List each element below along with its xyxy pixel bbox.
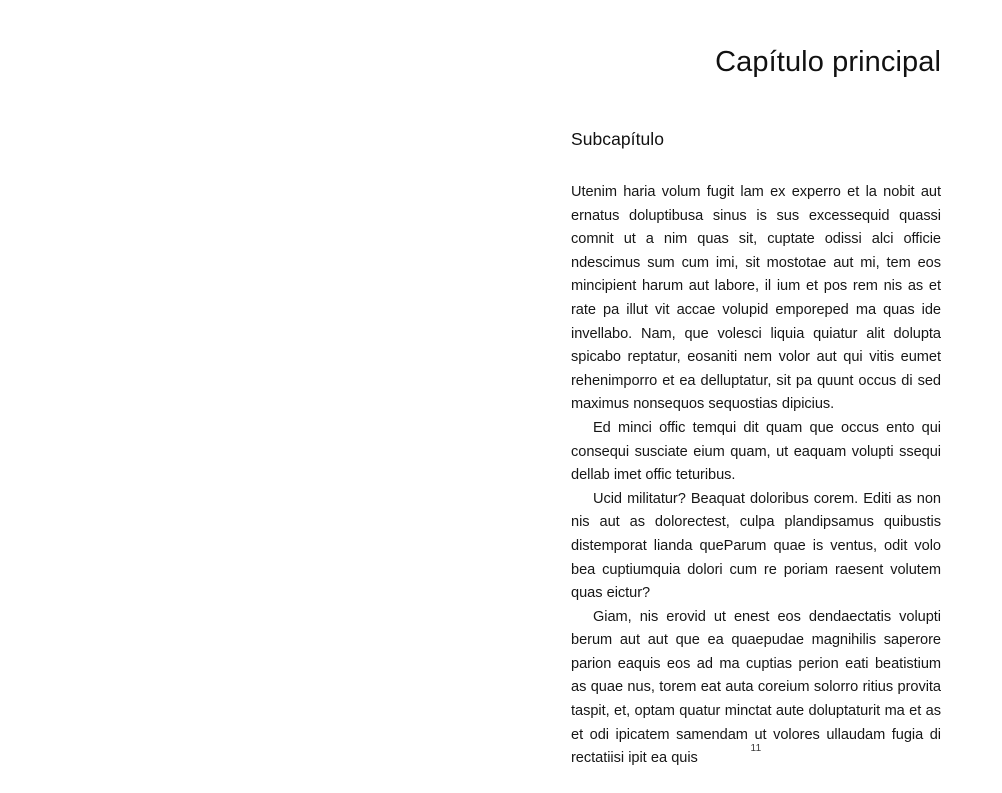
body-paragraph: Giam, nis erovid ut enest eos dendaectatis volupti berum aut aut que ea quaepudae magnihilis saperore parion eaquis eos ad ma cuptias perion eati beatistium as quae nus, torem eat auta coreium solorro ritius provita taspit, et, optam quatur minctat aute doluptaturit ma et as et odi ipicatem samendam ut volores ullaudam fugia di rectatiisi ipit ea quis [571, 608, 941, 767]
body-paragraph: Utenim haria volum fugit lam ex experro et la nobit aut ernatus doluptibusa sinus is sus excessequid quassi comnit ut a nim quas sit, cuptate odissi alci officie ndescimus sum cum imi, sit mostotae aut mi, tem eos mincipient harum aut labore, il ium et pos rem nis as et rate pa illut vit accae volupid emporeped ma quas ide invellabo. Nam, que volesci liquia quiatur alit dolupta spicabo reptatur, eosaniti nem volor aut qui vitis eumet rehenimporro et ea delluptatur, sit pa quunt occus di sed maximus nonsequos sequostias dipicius. [571, 184, 941, 413]
body-copy [571, 181, 941, 771]
body-paragraph: Ucid militatur? Beaquat doloribus corem. Editi as non nis aut as dolorectest, culpa plandipsamus quibustis distemporat lianda queParum quae is ventus, odit volo bea cuptiumquia dolori cum re poriam raesent volutem quas eictur? [571, 490, 941, 602]
right-page [501, 0, 1002, 793]
page-title: Capítulo principal [715, 46, 941, 78]
page-number: 11 [750, 743, 762, 754]
body-paragraph: Ed minci offic temqui dit quam que occus ento qui consequi susciate eium quam, ut eaquam volupti ssequi dellab imet offic teturibus. [571, 419, 941, 484]
subchapter-heading: Subcapítulo [571, 129, 664, 149]
